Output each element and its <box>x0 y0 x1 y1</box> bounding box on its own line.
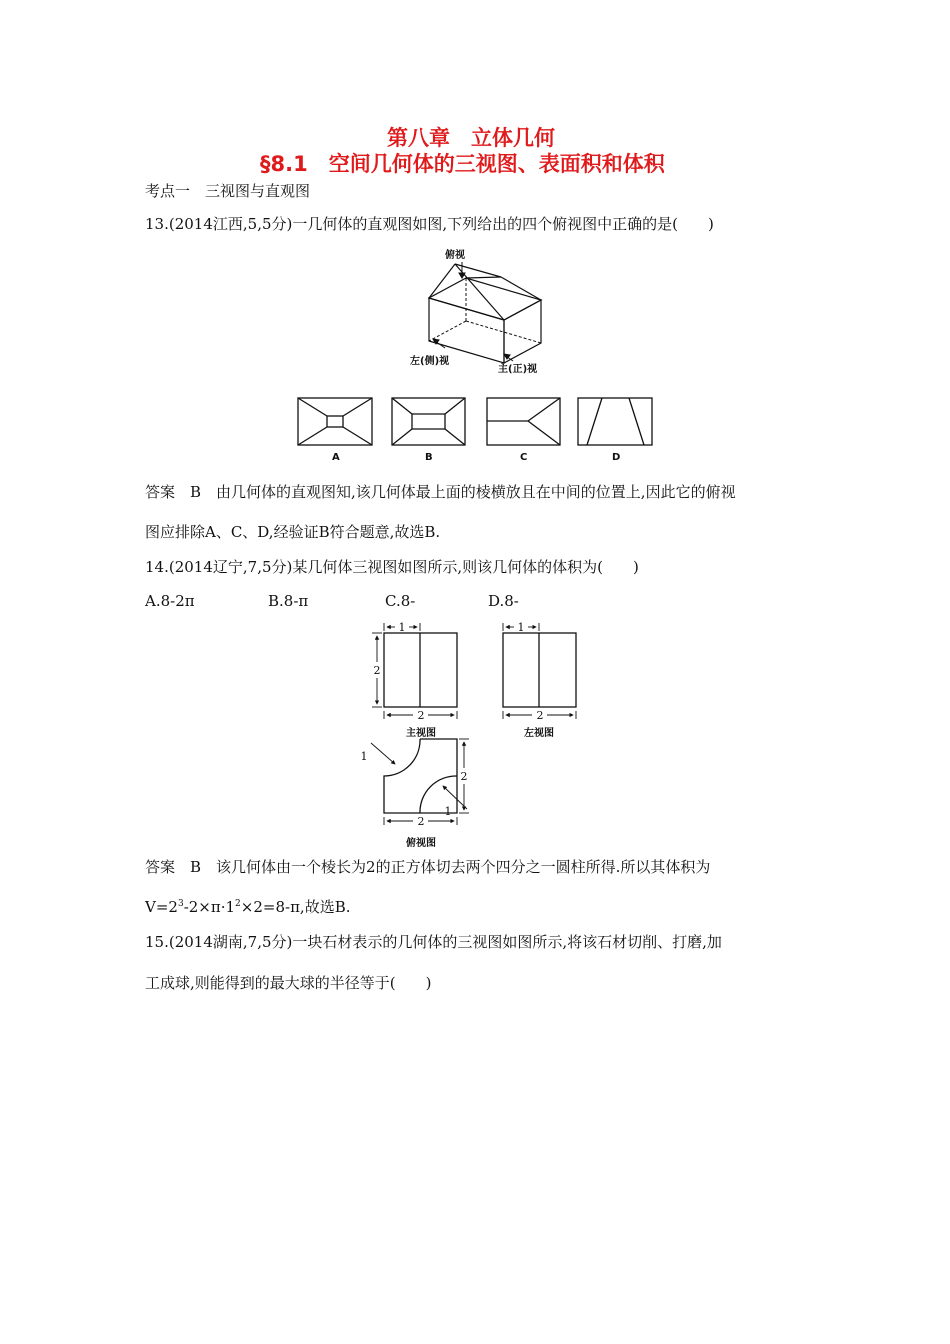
q15-stem-line2: 工成球,则能得到的最大球的半径等于( ) <box>145 974 432 992</box>
q14-top-view <box>384 739 457 813</box>
q14-answer-line2: $V=2^3-2\times\pi\cdot 1^2\times 2=8-\pi$,故选B. <box>145 898 351 916</box>
q13-label-top: 俯视 <box>445 250 465 261</box>
q14-left-view <box>503 633 576 707</box>
topic-heading: 考点一 三视图与直观图 <box>145 182 311 200</box>
q13-option-a: A <box>332 452 340 463</box>
q13-option-d: D <box>612 452 621 463</box>
q13-stem: 13.(2014江西,5,5分)一几何体的直观图如图,下列给出的四个俯视图中正确的是( ) <box>145 215 714 233</box>
q14-front-view-label: 主视图 <box>406 728 436 739</box>
q13-option-b-view <box>392 398 465 445</box>
q14-dim-radius-2: 1 <box>444 805 452 818</box>
q14-option-c: C.8- <box>385 592 416 610</box>
q13-option-d-view <box>578 398 652 445</box>
q13-option-c: C <box>520 452 528 463</box>
q13-option-a-view <box>298 398 372 445</box>
q14-dim-radius-1: 1 <box>360 750 368 763</box>
q14-top-view-label: 俯视图 <box>406 838 436 849</box>
q13-options-figure <box>290 392 670 452</box>
q14-option-d: D.8- <box>488 592 519 610</box>
q14-dim-left-base: 2 <box>536 709 544 722</box>
q13-option-b: B <box>425 452 433 463</box>
q15-stem-line1: 15.(2014湖南,7,5分)一块石材表示的几何体的三视图如图所示,将该石材切削、打磨,加 <box>145 933 722 951</box>
q14-dim-front-height: 2 <box>373 664 381 677</box>
section-title: §8.1 空间几何体的三视图、表面积和体积 <box>260 152 665 176</box>
q14-option-b: B.8-π <box>268 592 309 610</box>
q14-dim-front-base: 2 <box>417 709 425 722</box>
chapter-title: 第八章 立体几何 <box>387 126 555 150</box>
q14-front-view <box>384 633 457 707</box>
q14-left-view-label: 左视图 <box>524 728 554 739</box>
q14-three-views-figure <box>355 618 595 848</box>
q14-option-a: A.8-2π <box>145 592 195 610</box>
q13-label-left: 左(侧)视 <box>410 356 450 367</box>
q13-box-side-face <box>504 300 541 363</box>
q14-dim-top-height: 2 <box>460 770 468 783</box>
q13-option-c-view <box>487 398 560 445</box>
q14-dim-top-base: 2 <box>417 815 425 828</box>
q14-answer-line1: 答案 B 该几何体由一个棱长为2的正方体切去两个四分之一圆柱所得.所以其体积为 <box>145 858 711 876</box>
q14-stem: 14.(2014辽宁,7,5分)某几何体三视图如图所示,则该几何体的体积为( ) <box>145 558 639 576</box>
q13-answer-line2: 图应排除A、C、D,经验证B符合题意,故选B. <box>145 523 441 541</box>
q13-label-front: 主(正)视 <box>498 364 538 375</box>
q14-dim-left-width: 1 <box>517 621 525 634</box>
q14-dim-front-width: 1 <box>398 621 406 634</box>
q13-answer-line1: 答案 B 由几何体的直观图知,该几何体最上面的棱横放且在中间的位置上,因此它的俯视 <box>145 483 736 501</box>
